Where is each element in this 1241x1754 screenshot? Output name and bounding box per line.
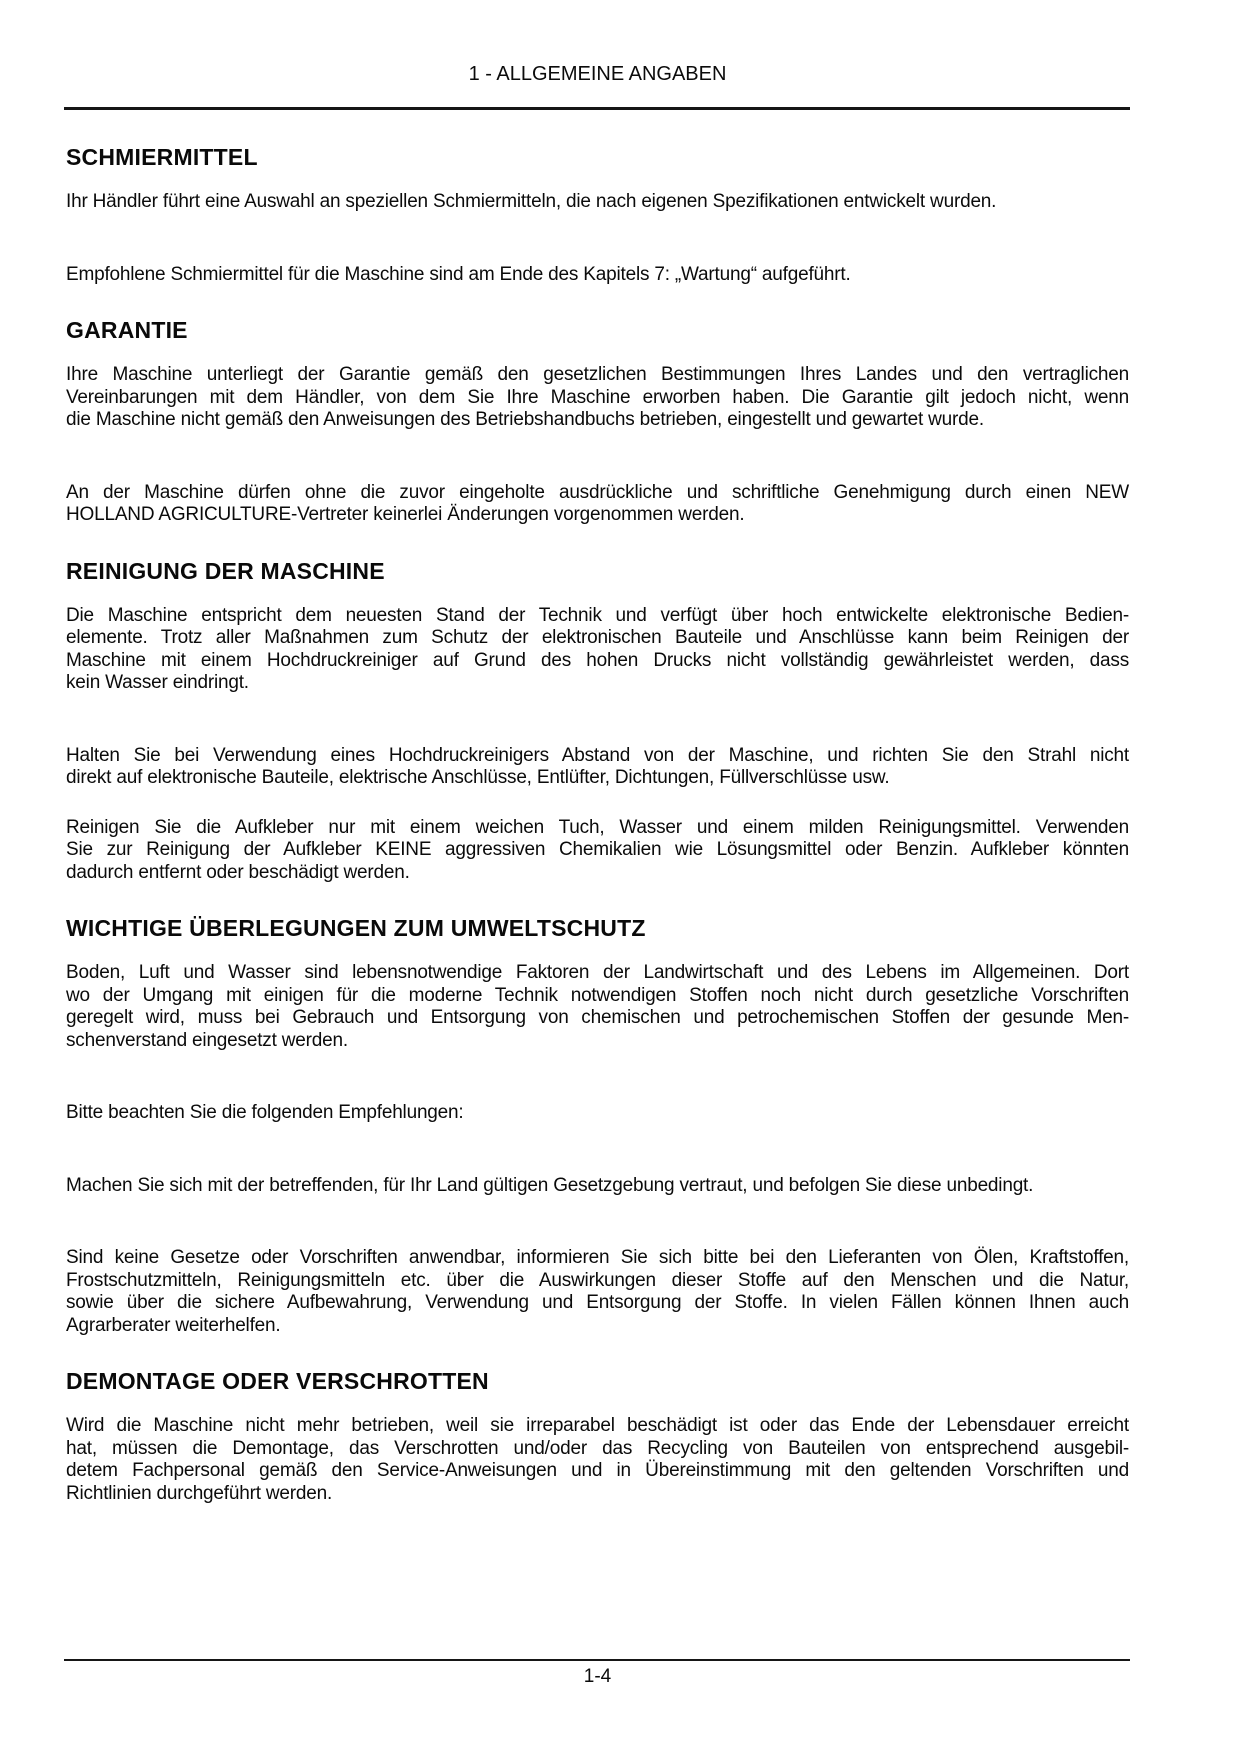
section-reinigung-der-maschine <box>66 557 1129 885</box>
paragraph: Bitte beachten Sie die folgenden Empfehlungen: <box>66 1102 464 1123</box>
paragraph: Die Maschine entspricht dem neuesten Stand der Technik und verfügt über hoch entwickelte elektronische Bedien- elemente. Trotz aller Maßnahmen zum Schutz der elektronischen Bauteile und Anschlüsse kann beim Reinigen der Maschine mit einem Hochdruckreiniger auf Grund des hohen Drucks nicht vollständig gewährleistet werden, dass kein Wasser eindringt. <box>66 604 1129 693</box>
section-garantie <box>66 316 1129 527</box>
section-heading: DEMONTAGE ODER VERSCHROTTEN <box>66 1368 489 1394</box>
page-number: 1-4 <box>583 1666 612 1687</box>
paragraph: Wird die Maschine nicht mehr betrieben, weil sie irreparabel beschädigt ist oder das Ende der Lebensdauer erreicht hat, müssen die Demontage, das Verschrotten und/oder das Recycling von Bauteilen von entsprechend ausgebil- detem Fachpersonal gemäß den Service-Anweisungen und in Übereinstimmung mit den geltenden Vorschriften und Richtlinien durchgeführt werden. <box>66 1415 1129 1504</box>
page-content <box>66 0 1129 1505</box>
paragraph: An der Maschine dürfen ohne die zuvor eingeholte ausdrückliche und schriftliche Genehmigung durch einen NEW HOLLAND AGRICULTURE-Vertreter keinerlei Änderungen vorgenommen werden. <box>66 481 1129 525</box>
paragraph: Ihr Händler führt eine Auswahl an speziellen Schmiermitteln, die nach eigenen Spezifikationen entwickelt wurden. <box>66 191 997 212</box>
paragraph: Machen Sie sich mit der betreffenden, für Ihr Land gültigen Gesetzgebung vertraut, und befolgen Sie diese unbedingt. <box>66 1174 1034 1196</box>
paragraph: Halten Sie bei Verwendung eines Hochdruckreinigers Abstand von der Maschine, und richten Sie den Strahl nicht direkt auf elektronische Bauteile, elektrische Anschlüsse, Entlüfter, Dichtungen, Füllverschlüsse usw. <box>66 744 1129 788</box>
section-demontage-oder-verschrotten <box>66 1367 1129 1505</box>
section-heading: SCHMIERMITTEL <box>66 144 258 170</box>
section-heading: WICHTIGE ÜBERLEGUNGEN ZUM UMWELTSCHUTZ <box>66 915 646 941</box>
section-schmiermittel <box>66 143 1129 286</box>
paragraph: Reinigen Sie die Aufkleber nur mit einem weichen Tuch, Wasser und einem milden Reinigungsmittel. Verwenden Sie zur Reinigung der Aufkleber KEINE aggressiven Chemikalien wie Lösungsmittel oder Benzin. Aufkleber könnten dadurch entfernt oder beschädigt werden. <box>66 816 1129 883</box>
section-heading: GARANTIE <box>66 317 188 343</box>
paragraph: Boden, Luft und Wasser sind lebensnotwendige Faktoren der Landwirtschaft und des Lebens im Allgemeinen. Dort wo der Umgang mit einigen für die moderne Technik notwendigen Stoffen noch nicht durch gesetzliche Vorschriften geregelt wird, muss bei Gebrauch und Entsorgung von chemischen und petrochemischen Stoffen der gesunde Men- schenverstand eingesetzt werden. <box>66 962 1129 1051</box>
section-heading: REINIGUNG DER MASCHINE <box>66 557 385 584</box>
footer-rule <box>64 1659 1130 1661</box>
paragraph: Ihre Maschine unterliegt der Garantie gemäß den gesetzlichen Bestimmungen Ihres Landes und den vertraglichen Vereinbarungen mit dem Händler, von dem Sie Ihre Maschine erworben haben. Die Garantie gilt jedoch nicht, wenn die Maschine nicht gemäß den Anweisungen des Betriebshandbuchs betrieben, eingestellt und gewartet wurde. <box>66 364 1129 430</box>
section-umweltschutz <box>66 914 1129 1337</box>
paragraph: Sind keine Gesetze oder Vorschriften anwendbar, informieren Sie sich bitte bei den Lieferanten von Ölen, Kraftstoffen, Frostschutzmitteln, Reinigungsmitteln etc. über die Auswirkungen dieser Stoffe auf den Menschen und die Natur, sowie über die sichere Aufbewahrung, Verwendung und Entsorgung der Stoffe. In vielen Fällen können Ihnen auch Agrarberater weiterhelfen. <box>66 1247 1129 1336</box>
running-header: 1 - ALLGEMEINE ANGABEN <box>468 63 727 85</box>
paragraph: Empfohlene Schmiermittel für die Maschine sind am Ende des Kapitels 7: „Wartung“ aufgeführt. <box>66 263 851 285</box>
